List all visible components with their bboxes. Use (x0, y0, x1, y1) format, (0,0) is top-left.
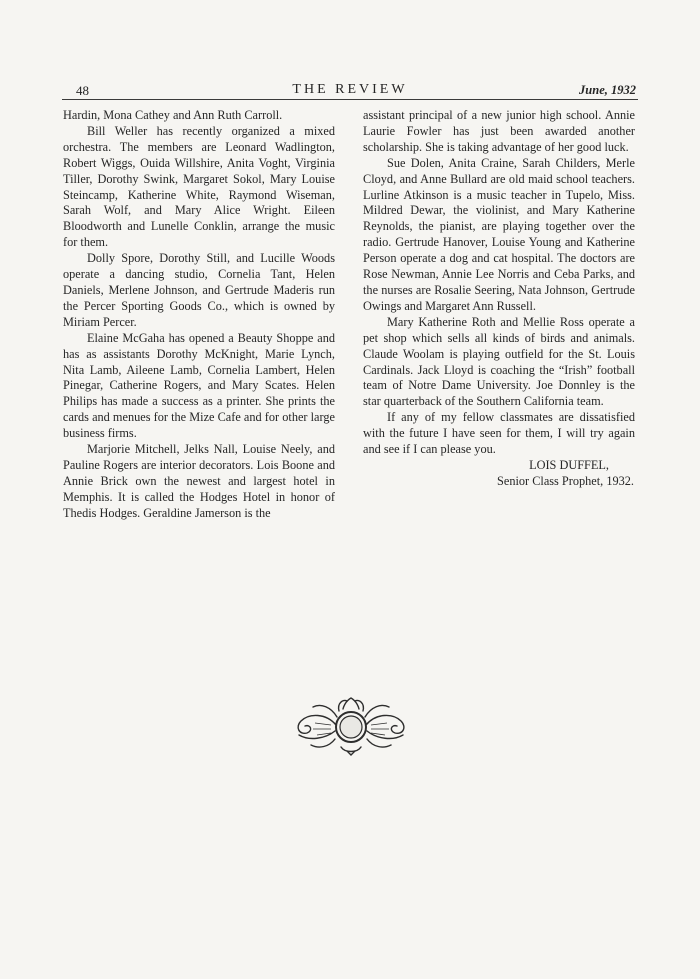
left-column (63, 108, 335, 522)
signature-name: LOIS DUFFEL, (529, 457, 609, 472)
paragraph: Dolly Spore, Dorothy Still, and Lucille Woods operate a dancing studio, Cornelia Tant, Helen Daniels, Merlene Johnson, and Gertrude Maderis run the Percer Sporting Goods Co., which is owned by Miriam Percer. (63, 251, 335, 329)
running-title: THE REVIEW (292, 82, 408, 97)
paragraph: Sue Dolen, Anita Craine, Sarah Childers, Merle Cloyd, and Anne Bullard are old maid school teachers. Lurline Atkinson is a music teacher in Tupelo, Miss. Mildred Dewar, the violinist, and Mary Katherine Reynolds, the pianist, are playing together over the radio. Gertrude Hanover, Louise Young and Katherine Person operate a dog and cat hospital. The doctors are Rose Newman, Annie Lee Norris and Ceba Parks, and the nurses are Rosalie Seering, Nata Johnson, Gertrude Owings and Margaret Ann Russell. (363, 155, 635, 313)
paragraph: Elaine McGaha has opened a Beauty Shoppe and has as assistants Dorothy McKnight, Marie Lynch, Nita Lamb, Aileene Lamb, Cornelia Lambert, Helen Pinegar, Catherine Rogers, and Mary Scates. Helen Philips has made a success as a printer. She prints the cards and menues for the Mize Cafe and for other large business firms. (63, 330, 335, 441)
page-header (62, 81, 638, 100)
paragraph: Hardin, Mona Cathey and Ann Ruth Carroll. (63, 108, 283, 122)
paragraph: Marjorie Mitchell, Jelks Nall, Louise Neely, and Pauline Rogers are interior decorators. Lois Boone and Annie Brick own the newest and largest hotel in Memphis. It is called the Hodges Hotel in honor of Thedis Hodges. Geraldine Jamerson is the (63, 442, 335, 520)
paragraph: assistant principal of a new junior high school. Annie Laurie Fowler has just been awarded another scholarship. She is taking advantage of her good luck. (363, 108, 635, 154)
signature-title: Senior Class Prophet, 1932. (497, 473, 634, 488)
page-number: 48 (76, 83, 89, 98)
floral-scroll-ornament-icon (291, 695, 411, 757)
issue-date: June, 1932 (579, 83, 636, 97)
paragraph: Mary Katherine Roth and Mellie Ross operate a pet shop which sells all kinds of birds and animals. Claude Woolam is playing outfield for the St. Louis Cardinals. Jack Lloyd is coaching the “Irish” football team of Notre Dame University. Joe Donnley is the star quarterback of the Southern California team. (363, 314, 635, 409)
paragraph: If any of my fellow classmates are dissatisfied with the future I have seen for them, I will try again and see if I can please you. (363, 410, 635, 457)
right-column (363, 108, 635, 490)
paragraph: Bill Weller has recently organized a mixed orchestra. The members are Leonard Wadlington, Robert Wiggs, Ouida Willshire, Anita Voght, Virginia Tiller, Dorothy Swink, Margaret Sokol, Mary Louise Steincamp, Katherine White, Raymond Wiseman, Sarah Wolf, and Mary Alice Wright. Eileen Bloodworth and Lunelle Conklin, arrange the music for them. (63, 123, 335, 250)
